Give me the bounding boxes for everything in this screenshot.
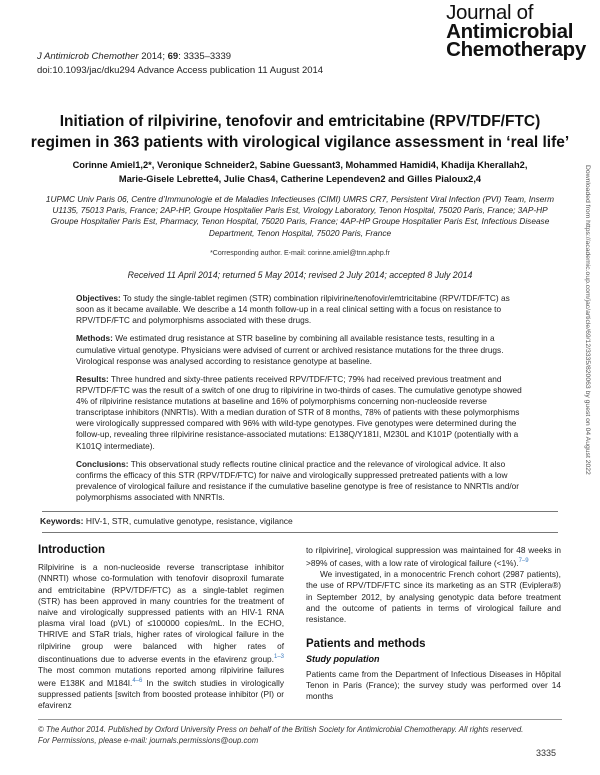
pages: : 3335–3339 [178, 51, 232, 62]
received-dates: Received 11 April 2014; returned 5 May 2014; revised 2 July 2014; accepted 8 July 2014 [127, 270, 473, 280]
affiliations: 1UPMC Univ Paris 06, Centre d’Immunologie et de Maladies Infectieuses (CIMI) UMRS CR7, Persistent Viral Infection (PVI) Team, Inserm U1135, 75013 Paris, France; 2AP-HP, Groupe Hospitalier Paris Est, Virology Laboratory, Tenon Hospital, 75020 Paris, France; 3AP-HP Groupe Hospitalier Paris Est, Pharmacy, Tenon Hospital, 75020 Paris, France; 4AP-HP Groupe Hospitalier Paris Est, Infectious Disease Department, Tenon Hospital, 75020 Paris, France [45, 194, 555, 238]
patients-methods-heading: Patients and methods [306, 638, 426, 651]
citation-header [37, 50, 323, 78]
journal-name-line3: Chemotherapy [446, 38, 586, 61]
methods-text: We estimated drug resistance at STR baseline by combining all available resistance tests, resulting in a cumulative virtual genotype. Physicians were advised of current or archived resistance mutations for the three drugs. Virological response was analysed according to resistance genotype at baseline. [76, 333, 504, 366]
column-left [38, 545, 284, 711]
authors-line2: Marie-Gisele Lebrette4, Julie Chas4, Catherine Lependeven2 and Gilles Pialoux2,4 [118, 174, 482, 185]
results-text: Three hundred and sixty-three patients received RPV/TDF/FTC; 79% had received previous treatment and RPV/TDF/FTC was the result of a switch of one drug to rilpivirine in two-thirds of cases. The cumulative genotype showed 4% of rilpivirine resistance mutations at baseline and 16% of polymorphisms concerning non-nucleoside reverse transcriptase inhibitors (NNRTIs). With a median duration of STR of 8 months, 78% of patients with these polymorphisms were virologically suppressed compared with 96% with wild-type genotypes. Five genotypes were determined during the follow-up, revealing three rilpivirine resistance-associated mutations: E138Q/Y181I, M230L and K101P (potentially with a K101Q intermediate). [76, 373, 522, 451]
introduction-heading: Introduction [38, 544, 106, 556]
abstract-methods [76, 333, 524, 366]
abstract [76, 293, 524, 510]
journal-name-line2: Antimicrobial [446, 19, 574, 43]
doi-line[interactable]: doi:10.1093/jac/dku294 Advance Access publication 11 August 2014 [37, 65, 324, 76]
intro-text-2: The most common mutations reported among rilpivirine failures were E138K and M184I. [38, 664, 284, 688]
journal-abbr: J Antimicrob Chemother [37, 51, 139, 62]
ref-link-1[interactable]: 1–3 [273, 653, 284, 660]
permissions-line: For Permissions, please e-mail: journals.permissions@oup.com [38, 736, 259, 745]
abstract-objectives [76, 293, 524, 326]
col2-paragraph-2: Patients came from the Department of Infectious Diseases in Hôpital Tenon in Paris (France); the survey study was performed over 14 months [306, 668, 561, 701]
ref-link-3[interactable]: 7–9 [518, 558, 529, 565]
authors-line1: Corinne Amiel1,2*, Veronique Schneider2, Sabine Guessant3, Mohammed Hamidi4, Khadija Kherallah2, [72, 160, 528, 170]
year: 2014; [141, 51, 165, 62]
methods-heading: Methods: [76, 333, 113, 344]
journal-name-line1: Journal of [446, 1, 534, 24]
author-list [40, 158, 560, 186]
journal-logo [446, 1, 586, 61]
results-heading: Results: [76, 373, 109, 384]
keywords-text: HIV-1, STR, cumulative genotype, resistance, vigilance [85, 516, 293, 526]
download-watermark: Downloaded from https://academic.oup.com/jac/article/69/12/3335/820063 by guest on 04 August 2022 [584, 165, 591, 475]
ref-link-2[interactable]: 4–6 [132, 678, 143, 684]
introduction-paragraph [38, 562, 284, 711]
corresponding-author: *Corresponding author. E-mail: corinne.amiel@tnn.aphp.fr [210, 250, 390, 257]
conclusions-heading: Conclusions: [76, 458, 129, 469]
page-number: 3335 [535, 748, 556, 758]
objectives-text: To study the single-tablet regimen (STR) combination rilpivirine/tenofovir/emtricitabine (RPV/TDF/FTC) as soon as it became available. We describe a 14 month follow-up in a real clinical setting with a focus on resistance to RPV/TDF/FTC and polymorphisms associated with these drugs. [76, 293, 510, 326]
divider-top [42, 511, 558, 512]
study-population-heading: Study population [306, 654, 380, 665]
objectives-heading: Objectives: [76, 293, 121, 303]
column-right [306, 545, 561, 702]
article-title: Initiation of rilpivirine, tenofovir and emtricitabine (RPV/TDF/FTC) regimen in 363 patients with virological vigilance assessment in ‘real life’ [30, 113, 570, 151]
volume: 69 [167, 51, 179, 62]
keywords [40, 516, 293, 526]
conclusions-text: This observational study reflects routine clinical practice and the relevance of virological advice. It also confirms the efficacy of this STR (RPV/TDF/FTC) for naive and virologically suppressed pretreated patients with a low prevalence of virological failure and resistance if the cumulative baseline genotype is free of resistance to NNRTIs and/or polymorphisms associated with NNRTIs. [76, 458, 520, 503]
copyright-line: © The Author 2014. Published by Oxford University Press on behalf of the British Society for Antimicrobial Chemotherapy. All rights reserved. [38, 725, 524, 734]
col2-paragraph-0 [306, 545, 561, 569]
abstract-conclusions [76, 459, 524, 503]
footer-divider [38, 719, 562, 720]
intro-text-1: Rilpivirine is a non-nucleoside reverse transcriptase inhibitor (NNRTI) whose co-formulation with tenofovir disoproxil fumarate and emtricitabine (RPV/TDF/FTC) as a single-tablet regimen (STR) has been approved in many countries for the treatment of naive and virologically suppressed patients with an HIV-1 RNA plasma viral load (pVL) of ≤100000 copies/mL. In the ECHO, THRIVE and STaR trials, higher rates of virological failure in the rilpivirine group were balanced with higher rates of discontinuations due to adverse events in the efavirenz group. [38, 562, 284, 664]
copyright-footer [38, 724, 562, 746]
divider-bottom [42, 532, 558, 533]
keywords-label: Keywords: [40, 516, 84, 526]
col2-paragraph-1: We investigated, in a monocentric French cohort (2987 patients), the use of RPV/TDF/FTC since its marketing as an STR (Eviplera®) in September 2012, by analysing genotypic data before treatment and the outcome of patients in terms of virological failure and resistance. [306, 569, 561, 624]
abstract-results [76, 374, 524, 452]
intro-text-3: In the switch studies in virologically suppressed patients [switch from boosted protease inhibitor (PI) or efavirenz [38, 677, 284, 711]
col2-text-0: to rilpivirine], virological suppression was maintained for 48 weeks in >89% of cases, with a low rate of virological failure (<1%). [306, 545, 561, 568]
